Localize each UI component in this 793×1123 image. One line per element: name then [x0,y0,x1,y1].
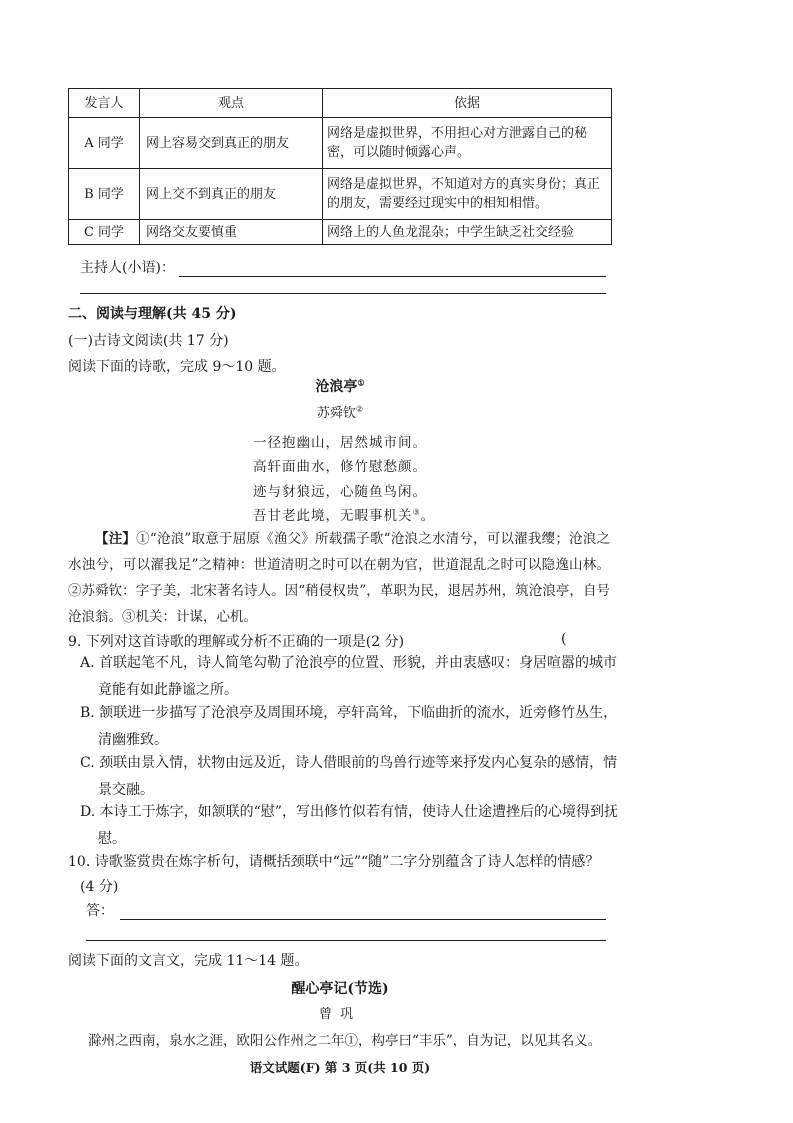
question-9-option-a[interactable]: A. 首联起笔不凡，诗人简笔勾勒了沧浪亭的位置、形貌，并由衷感叹：身居喧嚣的城市竟能有如此静谧之所。 [80,655,618,698]
poem-line: 一径抱幽山，居然城市间。 [253,435,427,451]
answer-label: 答： [86,903,114,919]
host-answer-line-2[interactable] [80,293,606,294]
table-cell-basis: 网络上的人鱼龙混杂；中学生缺乏社交经验 [323,220,612,245]
poem-last-line-text: 吾甘老此境，无暇事机关 [253,508,413,524]
table-row [69,220,612,245]
table-header-row [69,89,612,118]
note-label: 【注】 [95,531,137,547]
poem-line: 迹与豺狼远，心随鱼鸟闲。 [253,484,427,500]
question-10-answer-row [86,900,606,920]
page-footer: 语文试题(F) 第 3 页(共 10 页) [249,1060,431,1075]
essay-instruction: 阅读下面的文言文，完成 11～14 题。 [68,953,309,969]
table-cell-speaker: B 同学 [69,169,140,220]
essay-first-line: 滁州之西南，泉水之涯，欧阳公作州之二年①，构亭曰“丰乐”，自为记，以见其名义。 [88,1033,602,1049]
question-10-stem: 10. 诗歌鉴赏贵在炼字析句，请概括颈联中“远”“随”二字分别蕴含了诗人怎样的情感？ [68,854,600,870]
question-10-points: (4 分) [80,879,119,895]
host-label: 主持人(小语)： [80,260,175,276]
table-row [69,118,612,169]
host-answer-line[interactable] [179,264,606,277]
poem-author-note: ② [355,404,364,414]
table-cell-view: 网上容易交到真正的朋友 [140,118,323,169]
question-9-option-d[interactable]: D. 本诗工于炼字，如颔联的“慰”，写出修竹似若有情，使诗人仕途遭挫后的心境得到抚慰。 [80,804,618,847]
question-10-answer-line[interactable] [120,907,606,920]
table-header-view: 观点 [140,89,323,118]
poem-last-line-punct: 。 [420,508,436,524]
poem-author [0,402,680,421]
table-header-speaker: 发言人 [69,89,140,118]
poem-title-text: 沧浪亭 [315,379,358,395]
table-header-basis: 依据 [323,89,612,118]
table-cell-speaker: C 同学 [69,220,140,245]
question-9-option-c[interactable]: C. 颈联由景入情，状物由远及近，诗人借眼前的鸟兽行迹等来抒发内心复杂的感情，情景交融。 [80,755,618,798]
poem-title-note: ① [357,377,365,388]
question-9-answer-paren[interactable]: ( [561,631,567,647]
table-cell-basis: 网络是虚拟世界，不用担心对方泄露自己的秘密，可以随时倾露心声。 [323,118,612,169]
table-cell-view: 网络交友要慎重 [140,220,323,245]
poem-line [253,504,435,524]
question-9-stem: 9. 下列对这首诗歌的理解或分析不正确的一项是(2 分) [68,634,405,650]
section-2-title: 二、阅读与理解(共 45 分) [68,306,237,322]
essay-author: 曾巩 [318,1007,361,1022]
question-10-answer-line-2[interactable] [86,940,606,941]
table-row [69,169,612,220]
poem-notes [68,526,610,630]
table-cell-view: 网上交不到真正的朋友 [140,169,323,220]
poem-title [0,376,680,396]
poem-last-line-note: ③ [412,507,421,517]
table-cell-basis: 网络是虚拟世界，不知道对方的真实身份；真正的朋友，需要经过现实中的相知相惜。 [323,169,612,220]
question-9-option-b[interactable]: B. 颔联进一步描写了沧浪亭及周围环境，亭轩高耸，下临曲折的流水，近旁修竹丛生，清幽雅致。 [80,705,618,748]
host-answer-row [80,257,606,277]
subsection-1-title: (一)古诗文阅读(共 17 分) [68,333,229,349]
poem-instruction: 阅读下面的诗歌，完成 9～10 题。 [68,359,286,375]
note-text: ①“沧浪”取意于屈原《渔父》所载孺子歌“沧浪之水清兮，可以濯我缨；沧浪之水浊兮，可以濯我足”之精神：世道清明之时可以在朝为官，世道混乱之时可以隐逸山林。②苏舜钦：字子美，北宋著名诗人。因“稍侵权贵”，革职为民，退居苏州，筑沧浪亭，自号沧浪翁。③机关：计谋，心机。 [68,531,610,625]
table-cell-speaker: A 同学 [69,118,140,169]
poem-line: 高轩面曲水，修竹慰愁颜。 [253,459,427,475]
essay-title: 醒心亭记(节选) [291,981,389,997]
viewpoint-table [68,88,612,245]
poem-author-text: 苏舜钦 [316,406,356,421]
